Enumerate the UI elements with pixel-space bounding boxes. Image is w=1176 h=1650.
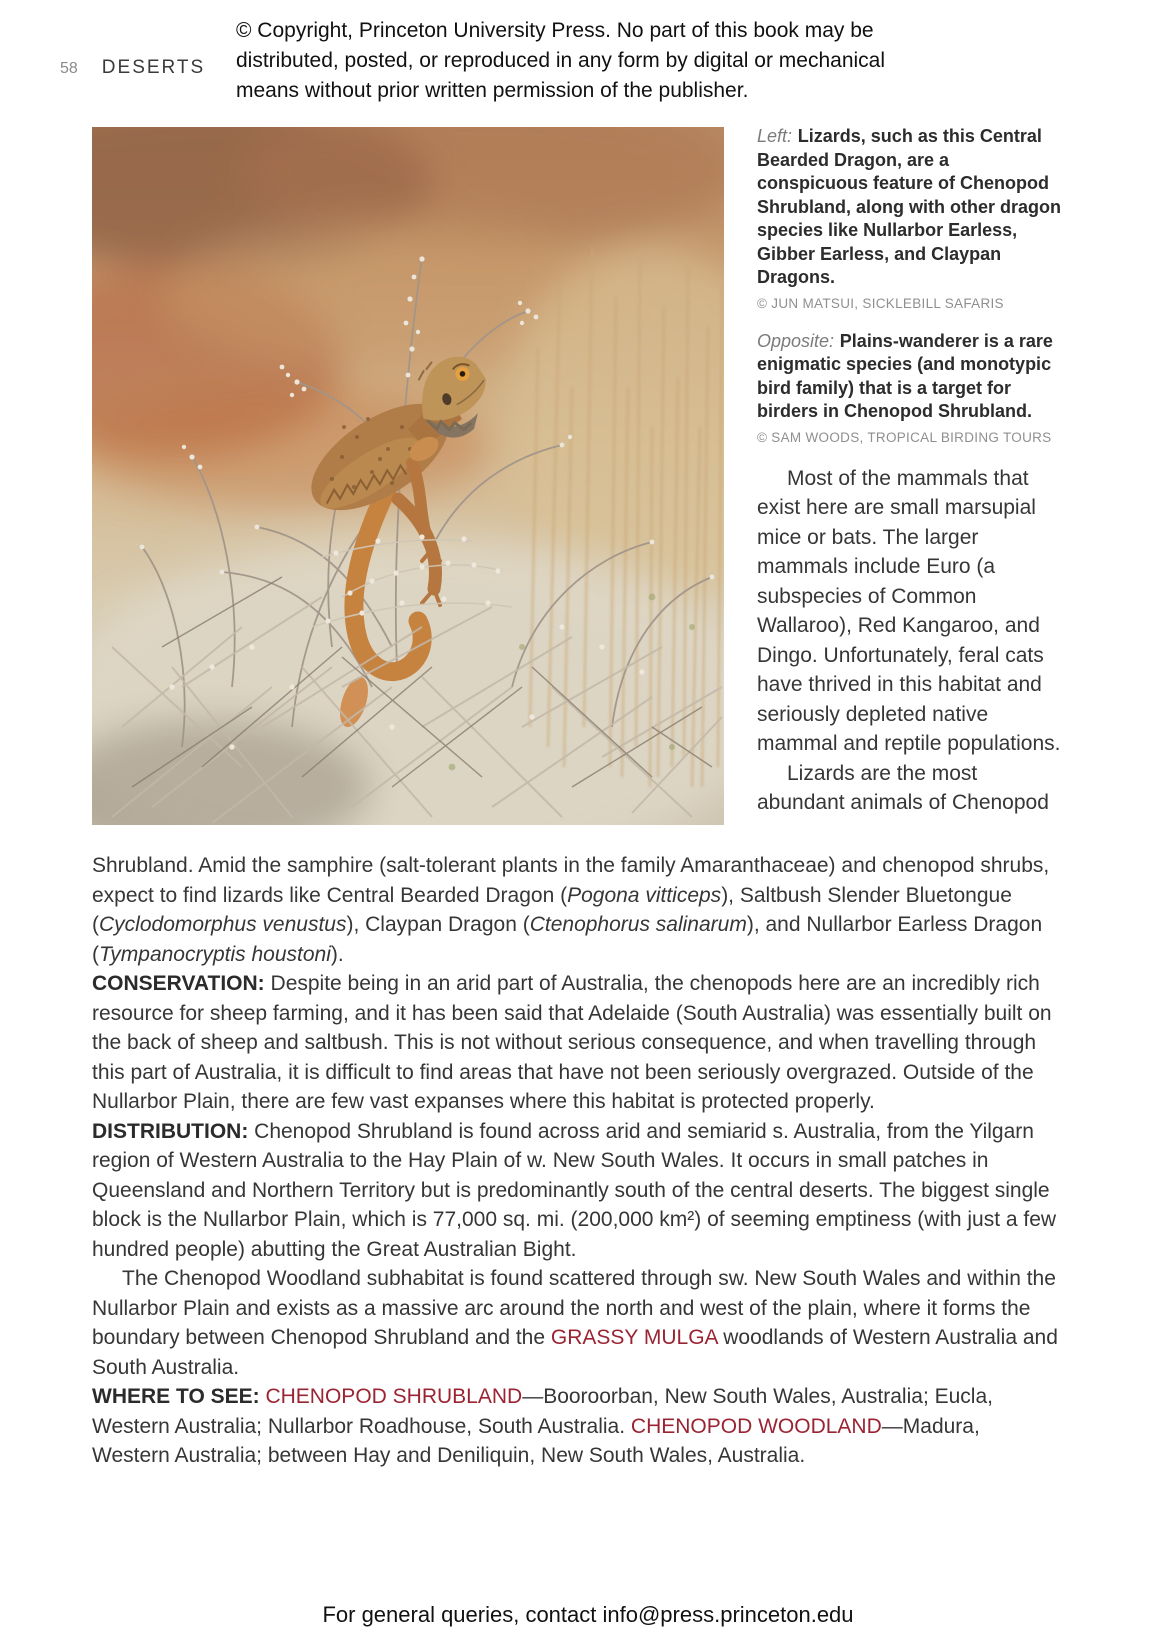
main-text bbox=[92, 851, 1058, 1471]
text-run: Shrubland. Amid the samphire (salt-tolerant plants in the family Amaranthaceae) and chenopod shrubs, expect to find lizards like Central Bearded Dragon ( bbox=[92, 854, 1050, 907]
page-number: 58 bbox=[60, 60, 78, 77]
section-title: DESERTS bbox=[101, 57, 206, 78]
text-run: ), Claypan Dragon ( bbox=[346, 913, 530, 936]
paragraph-distribution bbox=[92, 1117, 1058, 1265]
caption-prefix: Left: bbox=[757, 126, 793, 146]
where-to-see-heading: WHERE TO SEE: bbox=[92, 1385, 266, 1408]
paragraph-conservation bbox=[92, 969, 1058, 1117]
paragraph-distribution-2 bbox=[92, 1264, 1058, 1382]
species-name: Tympanocryptis houstoni bbox=[99, 942, 331, 966]
lizard-photo bbox=[92, 127, 724, 825]
text-run: ). bbox=[330, 942, 344, 966]
distribution-heading: DISTRIBUTION: bbox=[92, 1119, 249, 1143]
text-run: The Chenopod Woodland subhabitat is found scattered through sw. New South Wales and within the Nullarbor Plain and exists as a massive arc around the north and west of the plain, where it forms the boundary between Chenopod Shrubland and the bbox=[92, 1267, 1056, 1349]
species-name: Pogona vitticeps bbox=[567, 883, 722, 907]
photo-credit-opposite: © SAM WOODS, TROPICAL BIRDING TOURS bbox=[757, 429, 1052, 445]
caption-text: Plains-wanderer is a rare enigmatic species (and monotypic bird family) that is a target for birders in Chenopod Shrubland. bbox=[757, 330, 1053, 421]
page-header bbox=[60, 57, 205, 79]
habitat-link-chenopod-shrubland: CHENOPOD SHRUBLAND bbox=[265, 1385, 523, 1408]
habitat-link-grassy-mulga: GRASSY MULGA bbox=[550, 1326, 718, 1349]
paragraph-where-to-see bbox=[92, 1382, 1058, 1471]
photo-credit-left: © JUN MATSUI, SICKLEBILL SAFARIS bbox=[757, 295, 1004, 311]
caption-prefix: Opposite: bbox=[757, 330, 835, 351]
species-name: Cyclodomorphus venustus bbox=[99, 913, 347, 936]
text-run: ), Saltbush Slender Bluetongue ( bbox=[92, 883, 1012, 936]
text-run: —Booroorban, New South Wales, Australia; Eucla, Western Australia; Nullarbor Roadhouse, South Australia. bbox=[92, 1385, 993, 1438]
page-footer: For general queries, contact info@press.princeton.edu bbox=[322, 1602, 854, 1627]
paragraph-lizards-continued bbox=[92, 851, 1058, 969]
conservation-heading: CONSERVATION: bbox=[92, 972, 265, 995]
paragraph-mammals: Most of the mammals that exist here are small marsupial mice or bats. The larger mammals include Euro (a subspecies of Common Wallaroo), Red Kangaroo, and Dingo. Unfortunately, feral cats have thrived in this habitat and seriously depleted native mammal and reptile populations. bbox=[757, 466, 1061, 755]
photo-caption-left bbox=[757, 125, 1063, 290]
habitat-link-chenopod-woodland: CHENOPOD WOODLAND bbox=[630, 1414, 882, 1438]
text-run: Chenopod Shrubland is found across arid and semiarid s. Australia, from the Yilgarn region of Western Australia to the Hay Plain of w. New South Wales. It occurs in small patches in Queensland and Northern Territory but is predominantly south of the central deserts. The biggest single block is the Nullarbor Plain, which is 77,000 sq. mi. (200,000 km²) of seeming emptiness (with just a few hundred people) abutting the Great Australian Bight. bbox=[92, 1119, 1057, 1261]
photo-caption-opposite bbox=[757, 330, 1063, 424]
text-run: woodlands of Western Australia and South Australia. bbox=[92, 1326, 1058, 1379]
text-run: Despite being in an arid part of Australia, the chenopods here are an incredibly rich resource for sheep farming, and it has been said that Adelaide (South Australia) was essentially built on the back of sheep and saltbush. This is not without serious consequence, and when travelling through this part of Australia, it is difficult to find areas that have not been seriously overgrazed. Outside of the Nullarbor Plain, there are few vast expanses where this habitat is protected properly. bbox=[92, 972, 1052, 1113]
copyright-notice: © Copyright, Princeton University Press. No part of this book may be distributed, posted, or reproduced in any form by digital or mechanical means without prior written permission of the publisher. bbox=[236, 19, 886, 102]
text-run: ), and Nullarbor Earless Dragon ( bbox=[92, 913, 1043, 966]
caption-text: Lizards, such as this Central Bearded Dragon, are a conspicuous feature of Chenopod Shrubland, along with other dragon species like Nullarbor Earless, Gibber Earless, and Claypan Dragons. bbox=[757, 126, 1061, 287]
paragraph-lizards-start: Lizards are the most abundant animals of Chenopod bbox=[757, 761, 1049, 814]
text-run: —Madura, Western Australia; between Hay and Deniliquin, New South Wales, Australia. bbox=[92, 1414, 980, 1467]
species-name: Ctenophorus salinarum bbox=[529, 913, 747, 936]
photo-illustration bbox=[92, 127, 724, 825]
right-column bbox=[757, 125, 1063, 818]
